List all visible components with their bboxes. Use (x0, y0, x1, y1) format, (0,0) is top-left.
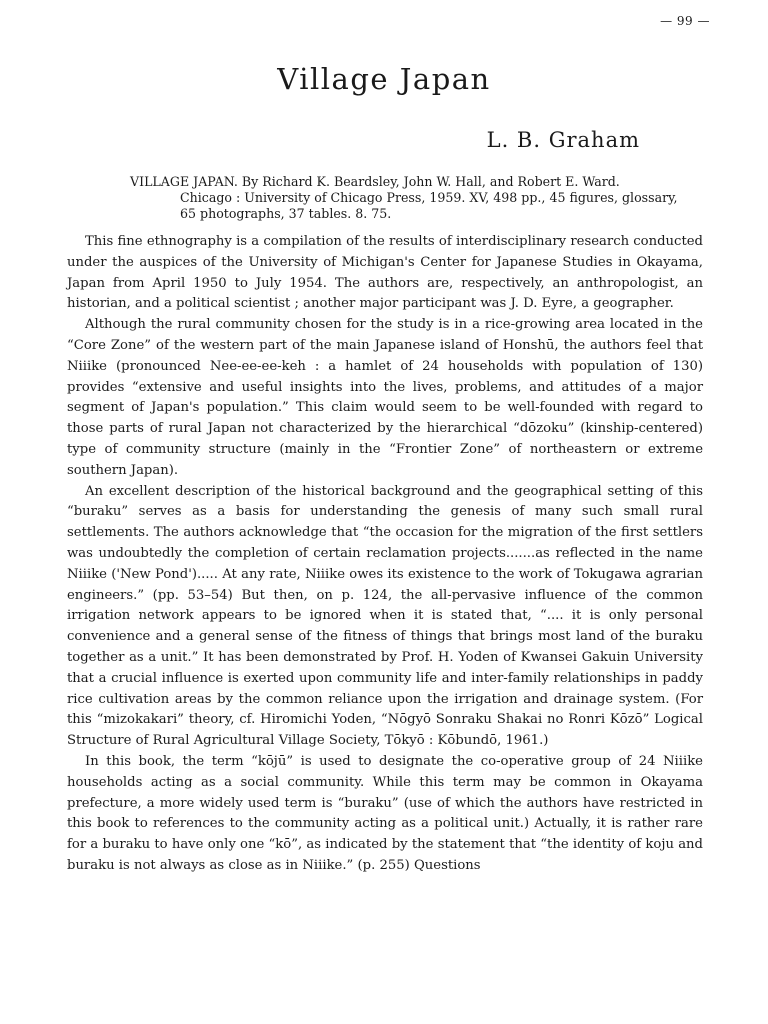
author-name: L. B. Graham (486, 128, 640, 152)
review-body (67, 232, 703, 877)
paragraph: Although the rural community chosen for the study is in a rice-growing area located in the “Core Zone” of the western part of the main Japanese island of Honshū, the authors feel that Niiike (pronounced Nee-ee-ee-keh : a hamlet of 24 households with population of 130) provides “extensive and useful insights into the lives, problems, and attitudes of a major segment of Japan's population.” This claim would seem to be well-founded with regard to those parts of rural Japan not characterized by the hierarchical “dōzoku” (kinship-centered) type of community structure (mainly in the “Frontier Zone” of northeastern or extreme southern Japan). (67, 317, 703, 478)
citation-line: 65 photographs, 37 tables. 8. 75. (180, 206, 392, 221)
paragraph: An excellent description of the historical background and the geographical setting of this “buraku” serves as a basis for understanding the genesis of many such small rural settlements. The authors acknowledge that “the occasion for the migration of the first settlers was undoubtedly the completion of certain reclamation projects.......as reflected in the name Niiike ('New Pond')..... At any rate, Niiike owes its existence to the work of Tokugawa agrarian engineers.” (pp. 53–54) But then, on p. 124, the all-pervasive influence of the common irrigation network appears to be ignored when it is stated that, “.... it is only personal convenience and a general sense of the fitness of things that brings most land of the buraku together as a unit.” It has been demonstrated by Prof. H. Yoden of Kwansei Gakuin University that a crucial influence is exerted upon community life and inter-family relationships in paddy rice cultivation areas by the common reliance upon the irrigation and drainage system. (For this “mizokakari” theory, cf. Hiromichi Yoden, “Nōgyō Sonraku Shakai no Ronri Kōzō” Logical Structure of Rural Agricultural Village Society, Tōkyō : Kōbundō, 1961.) (67, 483, 703, 749)
book-citation (130, 174, 678, 222)
page-number: — 99 — (660, 14, 710, 28)
article-title: Village Japan (277, 62, 491, 96)
citation-line: Chicago : University of Chicago Press, 1959. XV, 498 pp., 45 figures, glossary, (180, 190, 678, 205)
citation-line: VILLAGE JAPAN. By Richard K. Beardsley, John W. Hall, and Robert E. Ward. (130, 174, 620, 189)
paragraph: In this book, the term “kōjū” is used to designate the co-operative group of 24 Niiike households acting as a social community. While this term may be common in Okayama prefecture, a more widely used term is “buraku” (use of which the authors have restricted in this book to references to the community acting as a political unit.) Actually, it is rather rare for a buraku to have only one “kō”, as indicated by the statement that “the identity of koju and buraku is not always as close as in Niiike.” (p. 255) Questions (67, 753, 703, 873)
paragraph: This fine ethnography is a compilation of the results of interdisciplinary research conducted under the auspices of the University of Michigan's Center for Japanese Studies in Okayama, Japan from April 1950 to July 1954. The authors are, respectively, an anthropologist, an historian, and a political scientist ; another major participant was J. D. Eyre, a geographer. (67, 234, 703, 312)
